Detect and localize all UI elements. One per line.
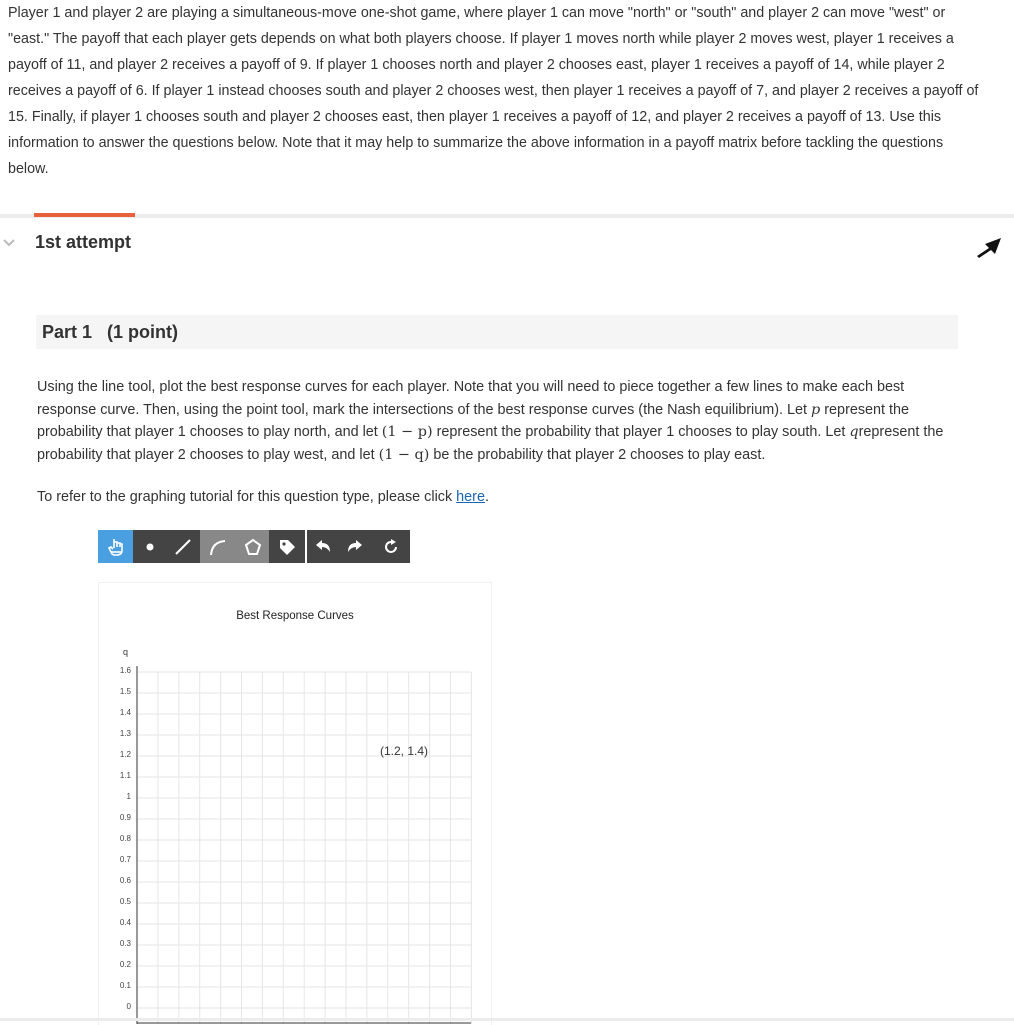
y-tick-label: 0.1 xyxy=(119,981,131,990)
tag-icon xyxy=(277,537,297,557)
y-tick-label: 1.4 xyxy=(119,708,131,717)
tutorial-link[interactable]: here xyxy=(456,489,485,505)
polygon-icon xyxy=(243,537,263,557)
redo-icon xyxy=(346,539,364,555)
curve-icon xyxy=(208,537,228,557)
move-tool-button[interactable] xyxy=(98,530,133,563)
y-tick-label: 0 xyxy=(126,1002,131,1011)
part-title: Part 1 (1 point) xyxy=(42,322,179,342)
y-tick-label: 0.2 xyxy=(119,960,131,969)
y-tick-label: 1.6 xyxy=(119,666,131,675)
y-tick-label: 0.3 xyxy=(119,939,131,948)
y-tick-label: 0.4 xyxy=(119,918,131,927)
redo-button[interactable] xyxy=(339,530,371,563)
plot-area[interactable] xyxy=(99,583,491,1025)
y-tick-label: 0.6 xyxy=(119,876,131,885)
question-text: Player 1 and player 2 are playing a simultaneous-move one-shot game, where player 1 can move "north" or "south" and player 2 can move "west" or "east." The payoff that each player gets depends on what both players choose. If player 1 moves north while player 2 moves west, player 1 receives a payoff of 11, and player 2 receives a payoff of 9. If player 1 chooses north and player 2 chooses east, player 1 receives a payoff of 14, while player 2 receives a payoff of 6. If player 1 instead chooses south and player 2 chooses west, then player 1 receives a payoff of 7, and player 2 receives a payoff of 15. Finally, if player 1 chooses south and player 2 chooses east, then player 1 receives a payoff of 12, and player 2 receives a payoff of 13. Use this information to answer the questions below. Note that it may help to summarize the above information in a payoff matrix before tackling the questions below. xyxy=(8,5,979,177)
instructions: Using the line tool, plot the best response curves for each player. Note that you will need to piece together a few lines to make each best response curve. Then, using the point tool, mark the intersections of the best response curves (the Nash equilibrium). Let p represent the probability that player 1 chooses to play north, and let (1 − p) represent the probability that player 1 chooses to play south. Let qrepresent the probability that player 2 chooses to play west, and let (1 − q) be the probability that player 2 chooses to play east. xyxy=(37,379,944,463)
graph-panel[interactable] xyxy=(98,582,492,1025)
reset-button[interactable] xyxy=(371,530,410,563)
attempt-label[interactable]: 1st attempt xyxy=(35,232,132,252)
section-divider xyxy=(0,214,1014,218)
y-tick-label: 1.1 xyxy=(119,771,131,780)
point-icon xyxy=(145,542,155,552)
tutorial-note: To refer to the graphing tutorial for this question type, please click here. xyxy=(37,489,489,505)
y-tick-label: 0.7 xyxy=(119,855,131,864)
label-tool-button[interactable] xyxy=(269,530,305,563)
part-header xyxy=(36,315,958,349)
attempt-tab-indicator xyxy=(34,213,135,217)
y-tick-label: 1.5 xyxy=(119,687,131,696)
curve-tool-button[interactable] xyxy=(200,530,236,563)
y-axis-label: q xyxy=(123,647,129,657)
point-label[interactable]: (1.2, 1.4) xyxy=(380,744,429,758)
y-tick-label: 1.3 xyxy=(119,729,131,738)
page-bottom-border xyxy=(0,1018,1014,1021)
y-tick-label: 0.9 xyxy=(119,813,131,822)
y-tick-label: 0.5 xyxy=(119,897,131,906)
pin-icon[interactable] xyxy=(975,232,1005,260)
undo-icon xyxy=(314,539,332,555)
y-tick-label: 1 xyxy=(126,792,131,801)
chevron-down-icon[interactable] xyxy=(2,236,16,250)
chart-title: Best Response Curves xyxy=(236,610,354,622)
line-icon xyxy=(173,537,193,557)
y-tick-label: 1.2 xyxy=(119,750,131,759)
hand-pointer-icon xyxy=(107,537,125,557)
point-tool-button[interactable] xyxy=(133,530,166,563)
polygon-tool-button[interactable] xyxy=(236,530,269,563)
line-tool-button[interactable] xyxy=(166,530,200,563)
undo-button[interactable] xyxy=(307,530,339,563)
y-tick-label: 0.8 xyxy=(119,834,131,843)
reset-icon xyxy=(382,538,400,556)
